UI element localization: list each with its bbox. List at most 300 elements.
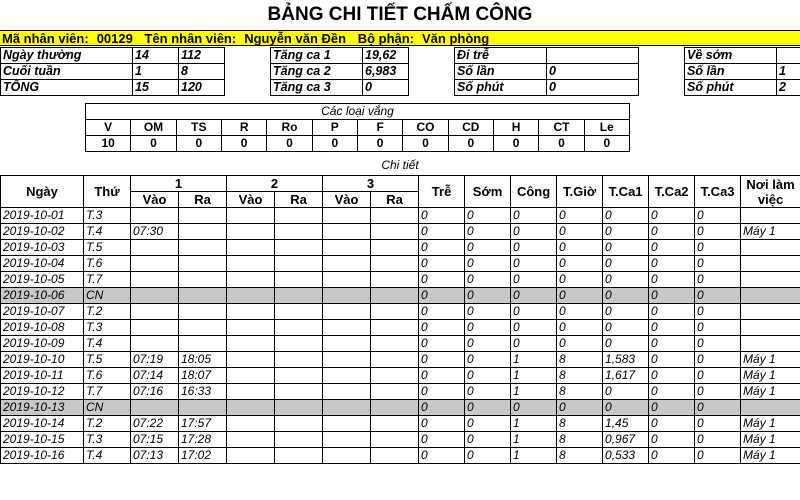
absence-value: 0: [448, 136, 493, 152]
cell-in-1: 07:19: [131, 352, 179, 368]
cell-out-2: [275, 320, 323, 336]
cell-date: 2019-10-05: [1, 272, 84, 288]
absence-value: 0: [403, 136, 448, 152]
cell-late: 0: [419, 304, 465, 320]
cell-out-1: 18:07: [179, 368, 227, 384]
department-label: Bộ phận:: [357, 31, 415, 46]
cell-ot3: 0: [695, 240, 741, 256]
summary-days: 15: [133, 80, 179, 96]
absence-code: Le: [584, 120, 629, 136]
summary-row: [1, 48, 800, 64]
cell-ot2: 0: [649, 288, 695, 304]
cell-out-2: [275, 208, 323, 224]
cell-ot2: 0: [649, 416, 695, 432]
cell-date: 2019-10-06: [1, 288, 84, 304]
cell-early: 0: [465, 256, 511, 272]
cell-early: 0: [465, 368, 511, 384]
header-out-1: Ra: [179, 192, 227, 208]
header-shift-1: 1: [131, 176, 227, 192]
late-value: [547, 48, 639, 64]
cell-in-1: [131, 320, 179, 336]
cell-ot3: 0: [695, 368, 741, 384]
cell-in-3: [323, 448, 371, 464]
absence-code: H: [493, 120, 538, 136]
cell-ot1: 0: [603, 304, 649, 320]
table-row: [1, 416, 800, 432]
table-row: [1, 368, 800, 384]
cell-ot3: 0: [695, 208, 741, 224]
cell-ot2: 0: [649, 304, 695, 320]
cell-weekday: T.3: [84, 432, 131, 448]
cell-out-3: [371, 336, 419, 352]
cell-weekday: T.5: [84, 240, 131, 256]
detail-title: Chi tiết: [381, 158, 419, 172]
summary-spacer: [639, 80, 685, 96]
cell-date: 2019-10-16: [1, 448, 84, 464]
cell-work: 0: [511, 288, 557, 304]
absence-code: CO: [403, 120, 448, 136]
cell-late: 0: [419, 416, 465, 432]
cell-ot1: 0,967: [603, 432, 649, 448]
cell-early: 0: [465, 208, 511, 224]
cell-weekday: CN: [84, 400, 131, 416]
cell-out-1: [179, 400, 227, 416]
table-row: [1, 400, 800, 416]
cell-out-3: [371, 240, 419, 256]
cell-in-2: [227, 336, 275, 352]
employee-id: 00129: [96, 31, 133, 46]
summary-label: Ngày thường: [1, 48, 133, 64]
overtime-value: 6,983: [363, 64, 409, 80]
cell-ot2: 0: [649, 352, 695, 368]
summary-spacer: [639, 64, 685, 80]
header-in-3: Vào: [323, 192, 371, 208]
cell-out-2: [275, 384, 323, 400]
cell-out-1: [179, 240, 227, 256]
cell-ot1: 1,617: [603, 368, 649, 384]
cell-ot2: 0: [649, 368, 695, 384]
cell-ot3: 0: [695, 320, 741, 336]
early-value: [777, 48, 800, 64]
overtime-label: Tăng ca 3: [271, 80, 363, 96]
cell-late: 0: [419, 256, 465, 272]
cell-in-1: [131, 400, 179, 416]
late-value: 0: [547, 80, 639, 96]
absence-code: F: [357, 120, 402, 136]
cell-ot3: 0: [695, 256, 741, 272]
cell-out-2: [275, 368, 323, 384]
header-in-2: Vào: [227, 192, 275, 208]
cell-work: 0: [511, 304, 557, 320]
cell-hours: 0: [557, 304, 603, 320]
cell-late: 0: [419, 272, 465, 288]
cell-early: 0: [465, 448, 511, 464]
cell-out-2: [275, 416, 323, 432]
cell-work: 0: [511, 240, 557, 256]
cell-date: 2019-10-07: [1, 304, 84, 320]
cell-place: [741, 336, 800, 352]
cell-in-2: [227, 320, 275, 336]
cell-out-1: [179, 208, 227, 224]
cell-hours: 0: [557, 336, 603, 352]
cell-work: 0: [511, 272, 557, 288]
cell-date: 2019-10-11: [1, 368, 84, 384]
summary-row: [1, 64, 800, 80]
cell-out-1: 17:28: [179, 432, 227, 448]
absence-value: 0: [131, 136, 176, 152]
cell-weekday: T.4: [84, 224, 131, 240]
cell-ot3: 0: [695, 432, 741, 448]
cell-ot1: 0: [603, 256, 649, 272]
cell-early: 0: [465, 272, 511, 288]
cell-out-2: [275, 256, 323, 272]
cell-out-3: [371, 288, 419, 304]
cell-in-2: [227, 448, 275, 464]
absence-code: OM: [131, 120, 176, 136]
cell-early: 0: [465, 320, 511, 336]
table-row: [1, 336, 800, 352]
cell-ot3: 0: [695, 272, 741, 288]
cell-out-1: [179, 256, 227, 272]
cell-hours: 0: [557, 240, 603, 256]
cell-in-3: [323, 432, 371, 448]
cell-place: [741, 320, 800, 336]
absence-title: Các loại vắng: [86, 104, 630, 120]
cell-ot3: 0: [695, 304, 741, 320]
cell-early: 0: [465, 384, 511, 400]
cell-work: 0: [511, 224, 557, 240]
cell-hours: 8: [557, 368, 603, 384]
cell-out-2: [275, 224, 323, 240]
detail-table: [0, 175, 800, 464]
absence-code: V: [86, 120, 131, 136]
cell-weekday: T.7: [84, 272, 131, 288]
cell-work: 0: [511, 336, 557, 352]
cell-out-3: [371, 448, 419, 464]
cell-hours: 8: [557, 432, 603, 448]
cell-in-3: [323, 384, 371, 400]
cell-late: 0: [419, 432, 465, 448]
cell-ot2: 0: [649, 320, 695, 336]
cell-in-1: 07:30: [131, 224, 179, 240]
absence-value: 0: [493, 136, 538, 152]
table-row: [1, 304, 800, 320]
absence-value: 0: [267, 136, 312, 152]
cell-date: 2019-10-01: [1, 208, 84, 224]
summary-hours: 120: [179, 80, 225, 96]
cell-hours: 0: [557, 272, 603, 288]
cell-place: Máy 1: [741, 448, 800, 464]
cell-out-1: [179, 288, 227, 304]
cell-weekday: T.5: [84, 352, 131, 368]
cell-out-3: [371, 320, 419, 336]
cell-out-3: [371, 400, 419, 416]
cell-work: 0: [511, 400, 557, 416]
cell-date: 2019-10-04: [1, 256, 84, 272]
department: Văn phòng: [422, 31, 490, 46]
cell-in-2: [227, 224, 275, 240]
cell-out-2: [275, 304, 323, 320]
table-row: [1, 208, 800, 224]
table-row: [1, 224, 800, 240]
cell-in-3: [323, 304, 371, 320]
table-row: [1, 256, 800, 272]
cell-place: [741, 240, 800, 256]
cell-late: 0: [419, 320, 465, 336]
cell-out-2: [275, 448, 323, 464]
header-shift-3: 3: [323, 176, 419, 192]
cell-out-1: [179, 320, 227, 336]
header-work: Công: [511, 176, 557, 208]
cell-weekday: CN: [84, 288, 131, 304]
cell-place: Máy 1: [741, 352, 800, 368]
cell-out-3: [371, 272, 419, 288]
cell-date: 2019-10-12: [1, 384, 84, 400]
cell-weekday: T.3: [84, 208, 131, 224]
cell-in-3: [323, 416, 371, 432]
cell-in-1: [131, 240, 179, 256]
cell-early: 0: [465, 288, 511, 304]
header-ot3: T.Ca3: [695, 176, 741, 208]
summary-table: [0, 47, 800, 96]
summary-row: [1, 80, 800, 96]
cell-ot2: 0: [649, 224, 695, 240]
cell-late: 0: [419, 384, 465, 400]
late-label: Số lần: [455, 64, 547, 80]
cell-late: 0: [419, 368, 465, 384]
cell-in-1: 07:15: [131, 432, 179, 448]
cell-ot3: 0: [695, 336, 741, 352]
cell-ot2: 0: [649, 400, 695, 416]
cell-ot3: 0: [695, 224, 741, 240]
summary-days: 1: [133, 64, 179, 80]
cell-out-1: 16:33: [179, 384, 227, 400]
cell-work: 0: [511, 320, 557, 336]
cell-in-1: [131, 336, 179, 352]
absence-value: 0: [584, 136, 629, 152]
employee-name-label: Tên nhân viên:: [144, 31, 237, 46]
cell-out-3: [371, 352, 419, 368]
cell-out-2: [275, 432, 323, 448]
cell-work: 0: [511, 256, 557, 272]
cell-date: 2019-10-08: [1, 320, 84, 336]
header-weekday: Thứ: [84, 176, 131, 208]
cell-in-2: [227, 304, 275, 320]
early-label: Số lần: [685, 64, 777, 80]
cell-ot3: 0: [695, 352, 741, 368]
header-shift-2: 2: [227, 176, 323, 192]
cell-hours: 0: [557, 256, 603, 272]
cell-late: 0: [419, 336, 465, 352]
cell-in-3: [323, 320, 371, 336]
cell-ot3: 0: [695, 384, 741, 400]
summary-label: TỔNG: [1, 80, 133, 96]
header-place: Nơi làm việc: [741, 176, 800, 208]
cell-out-1: 17:02: [179, 448, 227, 464]
absence-value: 0: [357, 136, 402, 152]
absence-value: 10: [86, 136, 131, 152]
cell-ot3: 0: [695, 416, 741, 432]
cell-ot1: 0: [603, 224, 649, 240]
cell-in-3: [323, 272, 371, 288]
header-ot2: T.Ca2: [649, 176, 695, 208]
cell-late: 0: [419, 352, 465, 368]
cell-hours: 0: [557, 224, 603, 240]
cell-hours: 8: [557, 416, 603, 432]
cell-in-3: [323, 208, 371, 224]
cell-in-3: [323, 224, 371, 240]
cell-date: 2019-10-15: [1, 432, 84, 448]
cell-date: 2019-10-13: [1, 400, 84, 416]
cell-place: Máy 1: [741, 432, 800, 448]
summary-label: Cuối tuần: [1, 64, 133, 80]
header-day: Ngày: [1, 176, 84, 208]
cell-out-1: 17:57: [179, 416, 227, 432]
cell-early: 0: [465, 336, 511, 352]
absence-code: Ro: [267, 120, 312, 136]
summary-spacer: [225, 64, 271, 80]
summary-days: 14: [133, 48, 179, 64]
cell-weekday: T.4: [84, 448, 131, 464]
cell-hours: 8: [557, 448, 603, 464]
cell-out-3: [371, 224, 419, 240]
cell-out-3: [371, 416, 419, 432]
table-row: [1, 448, 800, 464]
cell-out-1: [179, 304, 227, 320]
cell-early: 0: [465, 240, 511, 256]
early-value: 1: [777, 64, 800, 80]
table-row: [1, 384, 800, 400]
cell-late: 0: [419, 448, 465, 464]
cell-out-2: [275, 288, 323, 304]
cell-in-3: [323, 240, 371, 256]
cell-ot1: 0: [603, 384, 649, 400]
cell-in-2: [227, 256, 275, 272]
cell-in-2: [227, 384, 275, 400]
cell-place: Máy 1: [741, 384, 800, 400]
table-row: [1, 240, 800, 256]
cell-date: 2019-10-09: [1, 336, 84, 352]
cell-weekday: T.6: [84, 256, 131, 272]
cell-early: 0: [465, 400, 511, 416]
cell-in-2: [227, 416, 275, 432]
cell-date: 2019-10-14: [1, 416, 84, 432]
header-early: Sớm: [465, 176, 511, 208]
cell-weekday: T.4: [84, 336, 131, 352]
cell-ot3: 0: [695, 400, 741, 416]
cell-in-3: [323, 288, 371, 304]
cell-out-3: [371, 368, 419, 384]
late-label: Đi trễ: [455, 48, 547, 64]
cell-ot3: 0: [695, 288, 741, 304]
cell-in-2: [227, 272, 275, 288]
table-row: [1, 288, 800, 304]
cell-in-3: [323, 352, 371, 368]
cell-out-3: [371, 304, 419, 320]
cell-out-3: [371, 432, 419, 448]
header-late: Trễ: [419, 176, 465, 208]
cell-date: 2019-10-03: [1, 240, 84, 256]
cell-early: 0: [465, 432, 511, 448]
cell-in-1: [131, 272, 179, 288]
cell-in-1: [131, 208, 179, 224]
cell-weekday: T.2: [84, 416, 131, 432]
cell-ot3: 0: [695, 448, 741, 464]
table-row: [1, 272, 800, 288]
cell-date: 2019-10-10: [1, 352, 84, 368]
absence-value: 0: [312, 136, 357, 152]
cell-out-2: [275, 400, 323, 416]
cell-out-3: [371, 384, 419, 400]
cell-in-2: [227, 240, 275, 256]
cell-in-2: [227, 432, 275, 448]
overtime-value: 0: [363, 80, 409, 96]
cell-in-1: 07:14: [131, 368, 179, 384]
summary-hours: 112: [179, 48, 225, 64]
cell-in-1: 07:16: [131, 384, 179, 400]
early-label: Về sớm: [685, 48, 777, 64]
cell-work: 1: [511, 432, 557, 448]
cell-ot1: 0: [603, 272, 649, 288]
overtime-label: Tăng ca 1: [271, 48, 363, 64]
cell-hours: 8: [557, 352, 603, 368]
summary-spacer: [409, 48, 455, 64]
cell-in-2: [227, 368, 275, 384]
absence-code: TS: [176, 120, 221, 136]
cell-early: 0: [465, 304, 511, 320]
cell-late: 0: [419, 224, 465, 240]
cell-work: 1: [511, 352, 557, 368]
cell-hours: 0: [557, 320, 603, 336]
cell-in-3: [323, 336, 371, 352]
cell-in-3: [323, 368, 371, 384]
summary-spacer: [639, 48, 685, 64]
cell-ot1: 1,583: [603, 352, 649, 368]
early-value: 2: [777, 80, 800, 96]
table-row: [1, 320, 800, 336]
cell-place: Máy 1: [741, 224, 800, 240]
cell-hours: 0: [557, 400, 603, 416]
employee-header: [0, 30, 800, 46]
cell-early: 0: [465, 224, 511, 240]
cell-ot2: 0: [649, 432, 695, 448]
late-label: Số phút: [455, 80, 547, 96]
cell-hours: 0: [557, 288, 603, 304]
cell-out-3: [371, 256, 419, 272]
cell-hours: 0: [557, 208, 603, 224]
cell-ot1: 0: [603, 400, 649, 416]
absence-value: 0: [221, 136, 266, 152]
cell-ot1: 0: [603, 336, 649, 352]
early-label: Số phút: [685, 80, 777, 96]
cell-out-1: [179, 272, 227, 288]
cell-late: 0: [419, 288, 465, 304]
cell-place: Máy 1: [741, 368, 800, 384]
absence-code: CD: [448, 120, 493, 136]
cell-ot1: 0: [603, 240, 649, 256]
header-out-2: Ra: [275, 192, 323, 208]
cell-out-1: 18:05: [179, 352, 227, 368]
cell-in-1: 07:13: [131, 448, 179, 464]
header-ot1: T.Ca1: [603, 176, 649, 208]
late-value: 0: [547, 64, 639, 80]
cell-ot2: 0: [649, 208, 695, 224]
cell-out-3: [371, 208, 419, 224]
cell-place: Máy 1: [741, 416, 800, 432]
absence-value: 0: [539, 136, 584, 152]
cell-ot2: 0: [649, 256, 695, 272]
cell-place: [741, 272, 800, 288]
